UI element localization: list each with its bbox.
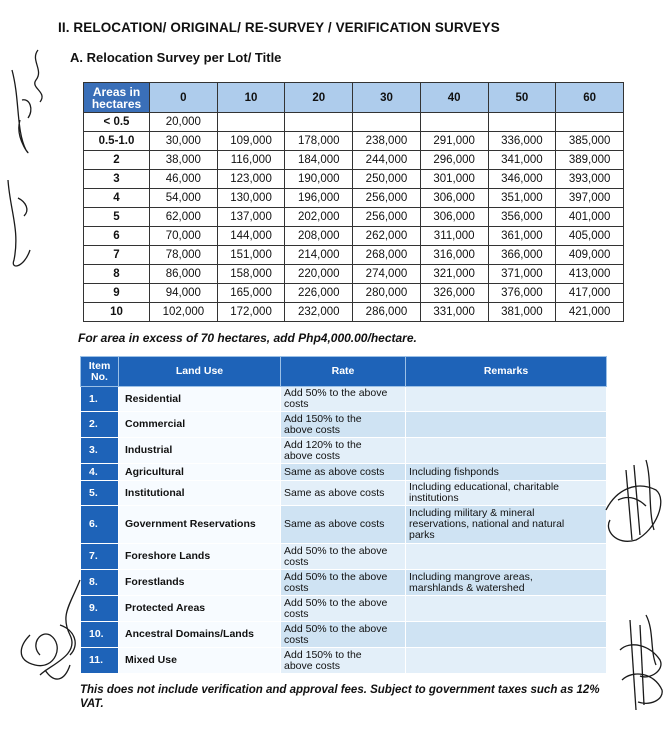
rate-cell (281, 570, 406, 596)
remarks-cell (406, 596, 607, 622)
item-no-cell: 9. (81, 596, 119, 622)
land-use-row (81, 387, 607, 412)
fee-cell: 256,000 (353, 189, 421, 208)
fee-cell: 321,000 (420, 265, 488, 284)
fee-cell: 376,000 (488, 284, 556, 303)
fee-cell: 158,000 (217, 265, 285, 284)
rate-cell (281, 387, 406, 412)
fee-cell: 405,000 (556, 227, 624, 246)
fee-cell: 306,000 (420, 189, 488, 208)
land-use-cell: Government Reservations (119, 506, 281, 544)
fee-table-row (84, 170, 624, 189)
fee-cell: 336,000 (488, 132, 556, 151)
land-use-row (81, 622, 607, 648)
remarks-cell (406, 622, 607, 648)
item-no-cell: 2. (81, 412, 119, 438)
col-header: 30 (353, 83, 421, 113)
fee-cell: 311,000 (420, 227, 488, 246)
section-title: II. RELOCATION/ ORIGINAL/ RE-SURVEY / VERIFICATION SURVEYS (58, 20, 500, 35)
area-cell: 9 (84, 284, 150, 303)
fee-cell: 268,000 (353, 246, 421, 265)
footer-note: This does not include verification and approval fees. Subject to government taxes such as 12% VAT. (80, 684, 600, 710)
rate-cell (281, 544, 406, 570)
excess-area-note: For area in excess of 70 hectares, add Php4,000.00/hectare. (78, 331, 417, 345)
land-use-row (81, 570, 607, 596)
fee-cell: 286,000 (353, 303, 421, 322)
area-cell: 5 (84, 208, 150, 227)
rate-line: Add 50% to the above (284, 570, 388, 583)
area-cell: 10 (84, 303, 150, 322)
rate-line: costs (284, 633, 309, 646)
fee-cell: 316,000 (420, 246, 488, 265)
land-use-cell: Protected Areas (119, 596, 281, 622)
rate-cell (281, 464, 406, 481)
col-header: 40 (420, 83, 488, 113)
area-header (84, 83, 150, 113)
remarks-line: institutions (409, 492, 459, 504)
signature-bottom-right (610, 610, 672, 720)
fee-cell: 109,000 (217, 132, 285, 151)
fee-cell (488, 113, 556, 132)
fee-cell: 116,000 (217, 151, 285, 170)
fee-cell: 356,000 (488, 208, 556, 227)
fee-cell: 46,000 (150, 170, 218, 189)
fee-table-row (84, 132, 624, 151)
fee-cell: 196,000 (285, 189, 353, 208)
fee-cell: 208,000 (285, 227, 353, 246)
rate-line: Same as above costs (284, 486, 385, 499)
fee-cell: 190,000 (285, 170, 353, 189)
fee-cell: 296,000 (420, 151, 488, 170)
land-use-row (81, 412, 607, 438)
fee-cell: 214,000 (285, 246, 353, 265)
fee-cell: 130,000 (217, 189, 285, 208)
fee-cell (420, 113, 488, 132)
fee-cell: 172,000 (217, 303, 285, 322)
fee-cell: 38,000 (150, 151, 218, 170)
fee-cell: 54,000 (150, 189, 218, 208)
remarks-line: reservations, national and natural (409, 518, 565, 530)
rate-line: costs (284, 607, 309, 620)
fee-cell: 238,000 (353, 132, 421, 151)
fee-cell: 232,000 (285, 303, 353, 322)
remarks-cell (406, 481, 607, 506)
rate-line: above costs (284, 659, 341, 672)
signature-right (596, 450, 672, 560)
remarks-line: Including fishponds (409, 465, 499, 478)
remarks-cell (406, 544, 607, 570)
area-cell: 0.5-1.0 (84, 132, 150, 151)
fee-cell: 341,000 (488, 151, 556, 170)
fee-table-row (84, 246, 624, 265)
col-header: 20 (285, 83, 353, 113)
land-use-row (81, 464, 607, 481)
fee-table-row (84, 284, 624, 303)
fee-cell: 280,000 (353, 284, 421, 303)
item-no-cell: 8. (81, 570, 119, 596)
fee-cell (556, 113, 624, 132)
fee-cell (217, 113, 285, 132)
fee-cell: 244,000 (353, 151, 421, 170)
rate-cell (281, 438, 406, 464)
fee-table-row (84, 303, 624, 322)
area-header-line1: Areas in (92, 84, 141, 99)
rate-cell (281, 648, 406, 674)
col-header: 50 (488, 83, 556, 113)
fee-cell: 301,000 (420, 170, 488, 189)
remarks-cell (406, 570, 607, 596)
remarks-cell (406, 464, 607, 481)
land-use-table (80, 356, 607, 674)
rate-line: Add 50% to the above (284, 544, 388, 557)
fee-cell: 30,000 (150, 132, 218, 151)
fee-cell: 165,000 (217, 284, 285, 303)
signature-left (0, 30, 60, 300)
rate-cell (281, 506, 406, 544)
rate-line: Add 150% to the (284, 648, 362, 661)
land-use-cell: Forestlands (119, 570, 281, 596)
land-use-cell: Industrial (119, 438, 281, 464)
remarks-cell (406, 506, 607, 544)
remarks-line: Including military & mineral (409, 507, 535, 519)
rate-line: above costs (284, 449, 341, 462)
item-no-cell: 1. (81, 387, 119, 412)
remarks-line: parks (409, 529, 435, 541)
area-cell: < 0.5 (84, 113, 150, 132)
fee-table-header (84, 83, 624, 113)
land-use-cell: Institutional (119, 481, 281, 506)
fee-cell: 226,000 (285, 284, 353, 303)
remarks-header: Remarks (406, 357, 607, 387)
fee-cell: 70,000 (150, 227, 218, 246)
area-cell: 3 (84, 170, 150, 189)
fee-cell: 274,000 (353, 265, 421, 284)
land-use-row (81, 544, 607, 570)
fee-cell: 62,000 (150, 208, 218, 227)
land-use-cell: Ancestral Domains/Lands (119, 622, 281, 648)
fee-cell: 371,000 (488, 265, 556, 284)
fee-table-row (84, 208, 624, 227)
fee-cell: 401,000 (556, 208, 624, 227)
remarks-cell (406, 648, 607, 674)
fee-cell: 366,000 (488, 246, 556, 265)
fee-cell: 397,000 (556, 189, 624, 208)
col-header: 0 (150, 83, 218, 113)
fee-cell: 413,000 (556, 265, 624, 284)
area-cell: 8 (84, 265, 150, 284)
land-use-cell: Mixed Use (119, 648, 281, 674)
fee-cell: 361,000 (488, 227, 556, 246)
area-cell: 2 (84, 151, 150, 170)
fee-cell: 250,000 (353, 170, 421, 189)
item-no-cell: 3. (81, 438, 119, 464)
fee-cell: 256,000 (353, 208, 421, 227)
remarks-cell (406, 438, 607, 464)
area-cell: 6 (84, 227, 150, 246)
fee-cell: 262,000 (353, 227, 421, 246)
relocation-fee-table (83, 82, 624, 322)
rate-line: Add 50% to the above (284, 622, 388, 635)
fee-cell: 102,000 (150, 303, 218, 322)
rate-line: above costs (284, 423, 341, 436)
rate-cell (281, 412, 406, 438)
fee-cell: 351,000 (488, 189, 556, 208)
signature-bottom-left (10, 575, 100, 695)
rate-line: costs (284, 398, 309, 410)
rate-line: Add 120% to the (284, 438, 362, 451)
fee-cell: 184,000 (285, 151, 353, 170)
land-use-row (81, 648, 607, 674)
fee-table-row (84, 151, 624, 170)
fee-cell: 381,000 (488, 303, 556, 322)
rate-line: Same as above costs (284, 465, 385, 478)
rate-cell (281, 481, 406, 506)
fee-cell (353, 113, 421, 132)
fee-cell: 137,000 (217, 208, 285, 227)
fee-cell: 385,000 (556, 132, 624, 151)
land-use-body (81, 387, 607, 674)
rate-line: Same as above costs (284, 518, 385, 530)
fee-table-body (84, 113, 624, 322)
fee-cell: 78,000 (150, 246, 218, 265)
remarks-line: Including mangrove areas, (409, 570, 533, 583)
remarks-line: Including educational, charitable (409, 481, 560, 493)
land-use-cell: Agricultural (119, 464, 281, 481)
fee-cell: 151,000 (217, 246, 285, 265)
rate-line: Add 150% to the (284, 412, 362, 425)
col-header: 60 (556, 83, 624, 113)
fee-cell (285, 113, 353, 132)
col-header: 10 (217, 83, 285, 113)
land-use-row (81, 438, 607, 464)
fee-table-row (84, 265, 624, 284)
area-cell: 4 (84, 189, 150, 208)
rate-line: Add 50% to the above (284, 387, 388, 399)
remarks-cell (406, 387, 607, 412)
fee-cell: 178,000 (285, 132, 353, 151)
fee-cell: 393,000 (556, 170, 624, 189)
land-use-cell: Commercial (119, 412, 281, 438)
rate-line: costs (284, 581, 309, 594)
fee-cell: 123,000 (217, 170, 285, 189)
land-use-cell: Foreshore Lands (119, 544, 281, 570)
rate-line: costs (284, 555, 309, 568)
fee-cell: 202,000 (285, 208, 353, 227)
fee-cell: 94,000 (150, 284, 218, 303)
rate-cell (281, 596, 406, 622)
land-use-row (81, 596, 607, 622)
item-no-cell: 5. (81, 481, 119, 506)
remarks-line: marshlands & watershed (409, 581, 525, 594)
item-no-cell: 11. (81, 648, 119, 674)
rate-header: Rate (281, 357, 406, 387)
land-use-header-cell: Land Use (119, 357, 281, 387)
fee-table-row (84, 227, 624, 246)
fee-cell: 421,000 (556, 303, 624, 322)
land-use-row (81, 481, 607, 506)
land-use-cell: Residential (119, 387, 281, 412)
item-no-cell: 10. (81, 622, 119, 648)
item-no-header (81, 357, 119, 387)
fee-table-row (84, 189, 624, 208)
fee-cell: 144,000 (217, 227, 285, 246)
rate-cell (281, 622, 406, 648)
fee-cell: 326,000 (420, 284, 488, 303)
fee-table-row (84, 113, 624, 132)
fee-cell: 389,000 (556, 151, 624, 170)
item-no-cell: 6. (81, 506, 119, 544)
fee-cell: 417,000 (556, 284, 624, 303)
item-no-cell: 4. (81, 464, 119, 481)
fee-cell: 409,000 (556, 246, 624, 265)
rate-line: Add 50% to the above (284, 596, 388, 609)
item-no-header-line1: Item (88, 359, 111, 372)
land-use-header (81, 357, 607, 387)
fee-cell: 346,000 (488, 170, 556, 189)
fee-cell: 331,000 (420, 303, 488, 322)
land-use-row (81, 506, 607, 544)
remarks-cell (406, 412, 607, 438)
item-no-header-line2: No. (91, 370, 108, 383)
subsection-title: A. Relocation Survey per Lot/ Title (70, 50, 282, 65)
area-cell: 7 (84, 246, 150, 265)
fee-cell: 20,000 (150, 113, 218, 132)
item-no-cell: 7. (81, 544, 119, 570)
fee-cell: 86,000 (150, 265, 218, 284)
fee-cell: 220,000 (285, 265, 353, 284)
fee-cell: 306,000 (420, 208, 488, 227)
fee-cell: 291,000 (420, 132, 488, 151)
area-header-line2: hectares (91, 96, 142, 111)
